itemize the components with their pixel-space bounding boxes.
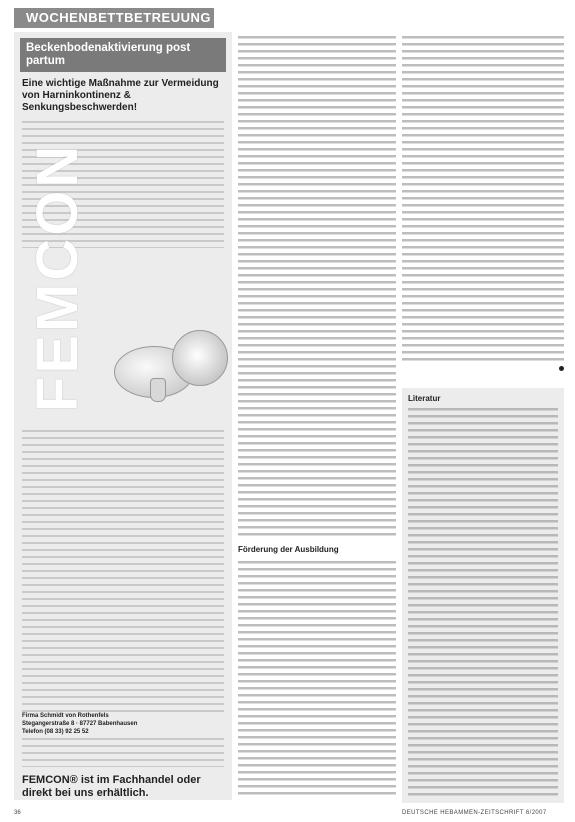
ad-cta: FEMCON® ist im Fachhandel oder direkt bei uns erhältlich.	[22, 774, 201, 799]
literature-box	[402, 388, 564, 803]
femcon-logo-text: FEMCON	[25, 142, 90, 412]
product-cone	[150, 378, 166, 402]
femcon-logo	[20, 142, 90, 422]
end-mark	[402, 366, 564, 374]
product-disc	[172, 330, 228, 386]
journal-name: DEUTSCHE HEBAMMEN-ZEITSCHRIFT 6/2007	[402, 810, 547, 816]
literature-text-lines	[408, 406, 558, 796]
product-image	[104, 322, 232, 412]
article-text-lines	[238, 34, 396, 539]
ad-subtitle: Eine wichtige Maßnahme zur Vermeidung von Harninkontinenz & Senkungsbeschwerden!	[22, 78, 219, 113]
section-heading-training: Förderung der Ausbildung	[238, 545, 339, 554]
ad-phone: Telefon (08 33) 92 25 52	[22, 729, 89, 735]
ad-address: Stegangerstraße 8 · 87727 Babenhausen	[22, 721, 138, 727]
advertisement-box	[14, 32, 232, 800]
ad-contact	[22, 712, 228, 736]
article-text-lines	[402, 34, 564, 364]
page-number: 36	[14, 810, 21, 816]
ad-company: Firma Schmidt von Rothenfels	[22, 713, 109, 719]
article-text-lines	[238, 559, 396, 799]
literature-heading: Literatur	[408, 394, 441, 403]
page-header	[0, 0, 575, 30]
article-column-2	[238, 34, 396, 804]
end-bullet-icon	[559, 366, 564, 371]
ad-title: Beckenbodenaktivierung post partum	[20, 38, 226, 72]
section-title: WOCHENBETTBETREUUNG	[26, 10, 211, 25]
